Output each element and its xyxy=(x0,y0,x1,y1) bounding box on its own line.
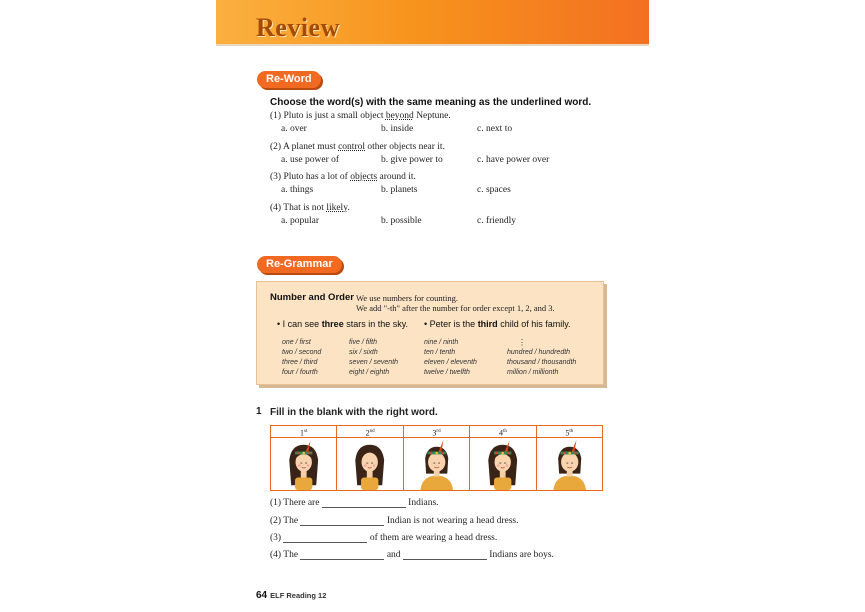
exercise-title: Fill in the blank with the right word. xyxy=(270,407,438,418)
page-header xyxy=(216,0,649,44)
grammar-desc-1: We use numbers for counting. xyxy=(356,293,458,303)
ordinal-header: 2nd xyxy=(337,426,402,438)
grammar-box xyxy=(256,281,604,385)
reword-instruction: Choose the word(s) with the same meaning as the underlined word. xyxy=(270,97,592,108)
ordinal: six / sixth xyxy=(349,349,378,356)
option[interactable]: a. popular xyxy=(281,216,319,226)
ellipsis: ⋮ xyxy=(518,338,526,347)
ordinal-header: 3rd xyxy=(404,426,469,438)
option[interactable]: a. things xyxy=(281,185,314,195)
ordinal: nine / ninth xyxy=(424,339,459,346)
page-title: Review xyxy=(256,13,340,42)
grammar-example-2: • Peter is the third child of his family. xyxy=(424,319,571,329)
ordinal: five / fifth xyxy=(349,339,378,346)
reword-label: Re-Word xyxy=(257,71,321,88)
grammar-desc-2: We add "-th" after the number for order except 1, 2, and 3. xyxy=(356,303,555,313)
question-4: (4) That is not likely. xyxy=(270,203,350,213)
option[interactable]: a. use power of xyxy=(281,155,340,165)
ordinal: thousand / thousandth xyxy=(507,359,577,366)
option[interactable]: c. friendly xyxy=(477,216,517,226)
page-number: 64 xyxy=(256,590,268,601)
ordinal: million / millionth xyxy=(507,369,559,376)
option[interactable]: c. have power over xyxy=(477,155,550,165)
ordinal: three / third xyxy=(282,359,318,366)
question-2: (2) A planet must control other objects near it. xyxy=(270,142,445,152)
fill-sentence-4: (4) The and Indians are boys. xyxy=(270,550,554,560)
underlined-word: beyond xyxy=(385,111,414,121)
ordinal: seven / seventh xyxy=(349,359,399,366)
ordinal: eight / eighth xyxy=(349,369,390,376)
underlined-word: objects xyxy=(350,172,378,182)
ordinal-header: 5th xyxy=(537,426,602,438)
grammar-title: Number and Order xyxy=(270,292,354,303)
ordinal: twelve / twelfth xyxy=(424,369,470,376)
option[interactable]: a. over xyxy=(281,124,307,134)
answer-blank[interactable] xyxy=(322,499,406,508)
answer-blank[interactable] xyxy=(403,551,487,560)
option[interactable]: c. next to xyxy=(477,124,513,134)
ordinal: four / fourth xyxy=(282,369,318,376)
page-footer xyxy=(256,585,326,603)
boy-headdress-illustration xyxy=(404,439,469,490)
option[interactable]: b. possible xyxy=(381,216,422,226)
question-3: (3) Pluto has a lot of objects around it. xyxy=(270,172,416,182)
option[interactable]: b. inside xyxy=(381,124,414,134)
picture-column xyxy=(271,426,337,490)
answer-blank[interactable] xyxy=(300,517,384,526)
girl-headdress-illustration xyxy=(271,439,336,490)
grammar-example-1: • I can see three stars in the sky. xyxy=(277,319,409,329)
picture-column xyxy=(470,426,536,490)
picture-column xyxy=(337,426,403,490)
underlined-word: likely xyxy=(326,203,348,213)
fill-sentence-2: (2) The Indian is not wearing a head dress. xyxy=(270,516,519,526)
picture-column xyxy=(537,426,602,490)
answer-blank[interactable] xyxy=(283,534,367,543)
answer-blank[interactable] xyxy=(300,551,384,560)
option[interactable]: b. give power to xyxy=(381,155,443,165)
girl-illustration xyxy=(337,439,402,490)
ordinal-header: 4th xyxy=(470,426,535,438)
picture-column xyxy=(404,426,470,490)
regrammar-label: Re-Grammar xyxy=(257,256,342,273)
girl-headdress-illustration xyxy=(470,439,535,490)
ordinal: eleven / eleventh xyxy=(424,359,477,366)
underlined-word: control xyxy=(338,142,366,152)
exercise-number: 1 xyxy=(256,406,262,417)
picture-table xyxy=(270,425,603,491)
ordinal: two / second xyxy=(282,349,322,356)
ordinal-header: 1st xyxy=(271,426,336,438)
book-title: ELF Reading 12 xyxy=(270,591,327,600)
fill-sentence-3: (3) of them are wearing a head dress. xyxy=(270,533,498,543)
question-1: (1) Pluto is just a small object beyond Neptune. xyxy=(270,111,451,121)
ordinal: one / first xyxy=(282,339,311,346)
option[interactable]: c. spaces xyxy=(477,185,511,195)
header-divider xyxy=(216,44,649,46)
fill-sentence-1: (1) There are Indians. xyxy=(270,498,439,508)
option[interactable]: b. planets xyxy=(381,185,418,195)
boy-headdress-illustration xyxy=(537,439,602,490)
ordinal: hundred / hundredth xyxy=(507,349,571,356)
ordinal: ten / tenth xyxy=(424,349,456,356)
